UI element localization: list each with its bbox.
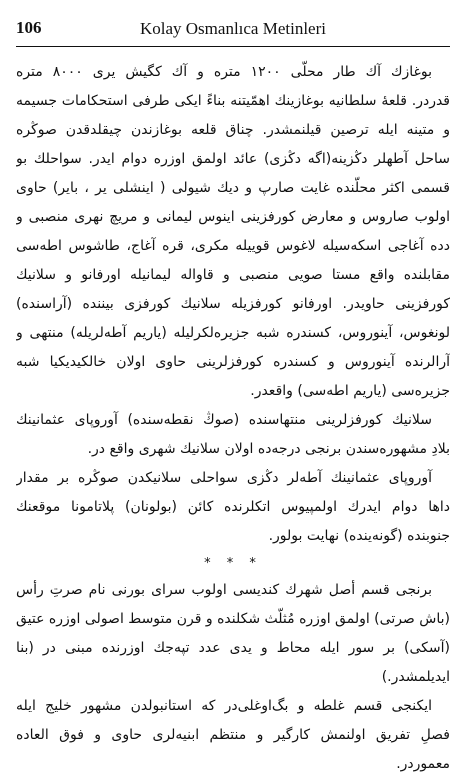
text-line: معموردر.: [396, 756, 450, 772]
text-line: (آسكى) بر سور ايله محاط و يدى عدد تپه‌جك اوزرنده مبنى در (بنا: [16, 640, 450, 656]
text-line: و متينه ايله ترصين قيلنمشدر. چناق قلعه بوغازندن چيقلدقدن صوڭره: [16, 122, 450, 138]
text-line: بوغازك آك طار محلّى ١٢٠٠ متره و آك كگيش يرى ٨٠٠٠ متره: [16, 64, 432, 80]
text-line: قدردر. قلعهٔ سلطانيه بوغازينك اهمّيتنه بناءً ايكى طرفى استحكامات جسيمه: [16, 93, 450, 109]
text-line: قسمى اكثر محلّنده غايت صارپ و ديك شيولى ( اينشلى ير ، باير) حاوى: [16, 180, 450, 196]
text-line: دده آغاجى اسكه‌سيله لاغوس قوييله مكرى، قره آغاج، طاشوس اطه‌سى: [16, 238, 450, 254]
text-line: سلانيك كورفزلرينى منتهاسنده (صوڭ نقطه‌سنده) آوروپاى عثمانينك: [16, 412, 432, 428]
text-line: اولوب صاروس و معارض كورفزينى اينوس ليمانى و مريچ نهرى منصبى و: [16, 209, 450, 225]
paragraph: [16, 406, 450, 464]
text-line: فصلِ تفريق اولنمش كارگير و منتظم ابنيه‌لرى حاوى و فوق العاده: [16, 727, 450, 743]
paragraph: [16, 692, 450, 779]
paragraph: [16, 464, 450, 551]
ottoman-text-body: [16, 58, 450, 779]
text-line: برنجى قسم أصل شهرك كنديسى اولوب سراى بورنى نام صرتِ رأس: [16, 582, 432, 598]
running-title: Kolay Osmanlıca Metinleri: [139, 19, 326, 38]
paragraph: [16, 576, 450, 692]
text-line: آوروپاى عثمانينك آطه‌لر دڭزى سواحلى سلانيكدن صوڭره بر مقدار: [16, 470, 432, 486]
text-line: ايديلمشدر.): [381, 669, 450, 685]
section-divider: * * *: [204, 556, 262, 571]
text-line: كورفزينى حاويدر. اورفانو كورفزيله سلانيك كورفزى بيننده (آراسنده): [16, 296, 450, 312]
text-line: جزيره‌سى (ياريم اطه‌سى) واقعدر.: [250, 383, 450, 399]
paragraph: [16, 58, 450, 406]
text-line: مقابلنده واقع مستا صويى منصبى و قاواله ليمانيله اورفانو و سلانيك: [16, 267, 450, 283]
text-line: ساحل آطهلر دڭزينه(اگه دڭزى) عائد اولمق اوزره دوام ايدر. سواحلك بو: [16, 151, 450, 167]
text-line: داها دوام ايدرك اولمپيوس اتكلرنده كائن (بولونان) پلاتامونا موقعنك: [16, 499, 450, 515]
text-line: جنوبنده (گونه‌ينده) نهايت بولور.: [268, 528, 450, 544]
page-header: [16, 12, 450, 47]
text-line: ايكنجى قسم غلطه و بگ‌اوغلى‌در كه استانبولدن مشهور خليج ايله: [16, 698, 432, 714]
text-line: بلادِ مشهوره‌سندن برنجى درجه‌ده اولان سلانيك شهرى واقع در.: [87, 441, 450, 457]
page-number: 106: [16, 18, 42, 37]
text-line: لونغوس، آينوروس، كسندره شبه جزيره‌لكرليله (ياريم آطه‌لريله) منتهى و: [16, 325, 450, 341]
text-line: آرالرنده آينوروس و كسندره كورفزلرينى حاوى اولان خالكيديكيا شبه: [16, 354, 450, 370]
text-line: (باش صرتى) اولمق اوزره مُثلّث شكلنده و قرن متوسط اصولى اوزره عتيق: [16, 611, 450, 627]
